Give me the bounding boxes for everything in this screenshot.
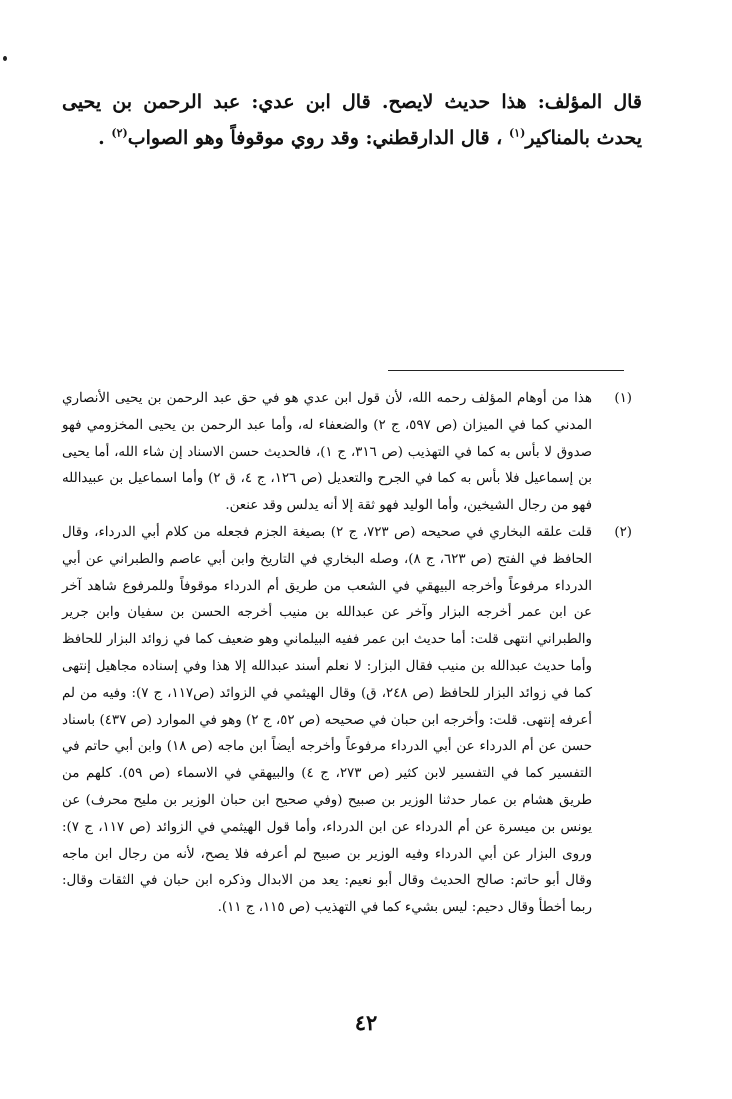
main-line-2-middle: ، قال الدارقطني: وقد روي موقوفاً وهو الصواب <box>127 127 503 149</box>
footnote-number: (١) <box>614 391 632 406</box>
footnote-text: هذا من أوهام المؤلف رحمه الله، لأن قول ابن عدي هو في حق عبد الرحمن بن يحيى الأنصاري المدني كما في الميزان (ص ٥٩٧، ج ٢) والضعفاء له، وأما عبد الرحمن بن يحيى المخزومي فهو صدوق لا بأس به كما في التهذيب (ص ٣١٦، ج ١)، فالحديث حسن الاسناد إن شاء الله، أما يحيى بن إسماعيل فلا بأس به كما في الجرح والتعديل (ص ١٢٦، ج ٤، ق ٢) وأما اسماعيل بن عبيدالله فهو من رجال الشيخين، وأما الوليد فهو ثقة إلا أنه يدلس وقد عنعن. <box>62 391 592 514</box>
footnote-text: قلت علقه البخاري في صحيحه (ص ٧٢٣، ج ٢) بصيغة الجزم فجعله من كلام أبي الدرداء، وقال الحافظ في الفتح (ص ٦٢٣، ج ٨)، وصله البخاري في التاريخ وابن أبي عاصم والطبراني عن أبي الدرداء مرفوعاً وأخرجه البيهقي في الشعب من طريق أم الدرداء موقوفاً وللمرفوع شاهد آخر عن ابن عمر أخرجه البزار وآخر عن عبدالله بن منيب أخرجه الحسن بن سفيان وابن جرير والطبراني انتهى قلت: أما حديث ابن عمر ففيه البيلماني وهو ضعيف كما في زوائد البزار للحافظ وأما حديث عبدالله بن منيب فقال البزار: لا نعلم أسند عبدالله إلا هذا وفي إسناده مجاهيل إنتهى كما في زوائد البزار للحافظ (ص ٢٤٨، ق) وقال الهيثمي في الزوائد (ص١١٧، ج ٧): وفيه من لم أعرفه إنتهى. قلت: وأخرجه ابن حبان في صحيحه (ص ٥٢، ج ٢) وهو في الموارد (ص ٤٣٧) باسناد حسن عن أم الدرداء عن أبي الدرداء مرفوعاً وأخرجه أيضاً ابن ماجه (ص ١٨) وابن أبي حاتم في التفسير كما في التفسير لابن كثير (ص ٢٧٣، ج ٤) والبيهقي في الاسماء (ص ٥٩). كلهم من طريق هشام بن عمار حدثنا الوزير بن صبيح (وفي صحيح ابن حبان الوزير بن مليح محرف) عن يونس بن ميسرة عن أم الدرداء عن ابن الدرداء، وأما قول الهيثمي في الزوائد (ص ١١٧، ج ٧): وروى البزار عن أبي الدرداء وفيه الوزير بن صبيح لم أعرفه فلا يصح، لأنه من رجال ابن ماجه وقال أبو حاتم: صالح الحديث وقال أبو نعيم: يعد من الابدال وذكره ابن حبان في الثقات وقال: ربما أخطأ وقال دحيم: ليس بشيء كما في التهذيب (ص ١١٥، ج ١١). <box>62 524 593 916</box>
main-line-1: قال المؤلف: هذا حديث لايصح. قال ابن عدي: عبد الرحمن بن يحيى يحدث <box>62 91 642 149</box>
main-text <box>62 84 642 156</box>
footnote-1 <box>62 386 632 520</box>
main-line-2-end: . <box>98 127 105 149</box>
footnote-ref-1: (١) <box>508 126 526 140</box>
margin-speck <box>3 56 7 61</box>
footnote-2 <box>62 520 632 922</box>
main-paragraph <box>62 84 642 156</box>
footnote-number: (٢) <box>614 524 632 540</box>
footnote-separator <box>388 370 624 371</box>
page-number: ٤٢ <box>354 1010 378 1035</box>
footnotes <box>62 386 632 922</box>
footnote-ref-2: (٢) <box>111 126 128 140</box>
main-line-2-start: بالمناكير <box>525 127 590 149</box>
